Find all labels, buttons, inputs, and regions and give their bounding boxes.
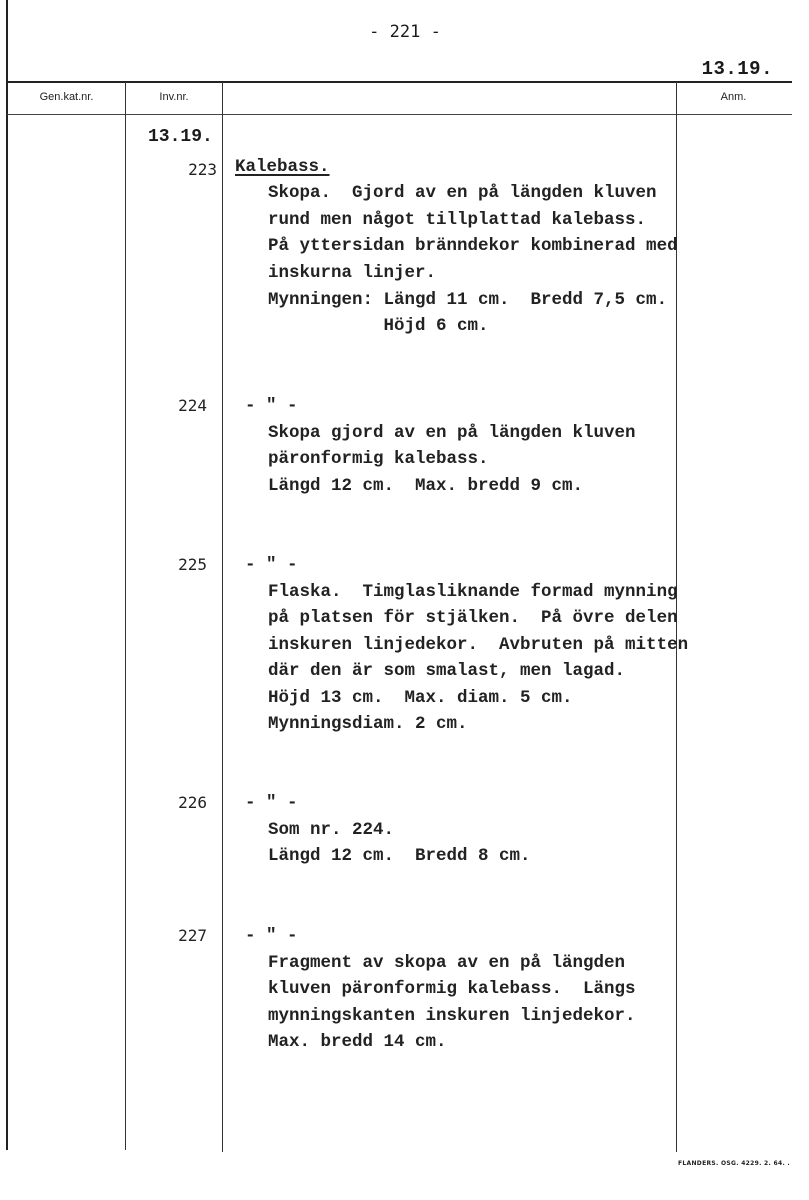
- entry-line: mynningskanten inskuren linjedekor.: [268, 1006, 636, 1026]
- entry-line: på platsen för stjälken. På övre delen: [268, 608, 678, 628]
- entry-line: kluven päronformig kalebass. Längs: [268, 979, 636, 999]
- entry-line: Längd 12 cm. Max. bredd 9 cm.: [268, 476, 584, 496]
- entry-line: Fragment av skopa av en på längden: [268, 953, 626, 973]
- entry-line: Mynningen: Längd 11 cm. Bredd 7,5 cm.: [268, 290, 668, 310]
- column-divider-inv-desc: [222, 82, 223, 1152]
- column-header-anm: Anm.: [720, 91, 747, 103]
- page-number: - 221 -: [369, 22, 441, 42]
- entry-line: inskuren linjedekor. Avbruten på mitten: [268, 635, 689, 655]
- entry-line: päronformig kalebass.: [268, 449, 489, 469]
- page-left-border: [6, 0, 8, 1150]
- entry-line: På yttersidan bränndekor kombinerad med: [268, 236, 678, 256]
- entry-line: Skopa gjord av en på längden kluven: [268, 423, 636, 443]
- entry-line: rund men något tillplattad kalebass.: [268, 210, 647, 230]
- printer-mark: FLANDERS. OSG. 4229. 2. 64. .: [678, 1160, 790, 1167]
- entry-line: Skopa. Gjord av en på längden kluven: [268, 183, 657, 203]
- entry-line: inskurna linjer.: [268, 263, 437, 283]
- entry-title: - " -: [245, 793, 298, 813]
- entry-title: - " -: [245, 396, 298, 416]
- entry-title: Kalebass.: [235, 157, 330, 177]
- inventory-number: 225: [178, 555, 207, 574]
- series-reference: 13.19.: [148, 127, 213, 147]
- entry-line: Mynningsdiam. 2 cm.: [268, 714, 468, 734]
- inventory-number: 223: [188, 160, 217, 179]
- entry-title: - " -: [245, 555, 298, 575]
- column-header-gen-kat-nr: Gen.kat.nr.: [39, 91, 94, 103]
- entry-line: Höjd 13 cm. Max. diam. 5 cm.: [268, 688, 573, 708]
- entry-title: - " -: [245, 926, 298, 946]
- entry-line: Flaska. Timglasliknande formad mynning: [268, 582, 678, 602]
- inventory-number: 227: [178, 926, 207, 945]
- entry-line: Längd 12 cm. Bredd 8 cm.: [268, 846, 531, 866]
- entry-line: Höjd 6 cm.: [268, 316, 489, 336]
- column-header-inv-nr: Inv.nr.: [159, 91, 189, 103]
- entry-line: Max. bredd 14 cm.: [268, 1032, 447, 1052]
- entry-line: Som nr. 224.: [268, 820, 395, 840]
- column-divider-gen-inv: [125, 82, 126, 1150]
- sheet-reference: 13.19.: [701, 58, 773, 80]
- inventory-number: 224: [178, 396, 207, 415]
- inventory-number: 226: [178, 793, 207, 812]
- entry-line: där den är som smalast, men lagad.: [268, 661, 626, 681]
